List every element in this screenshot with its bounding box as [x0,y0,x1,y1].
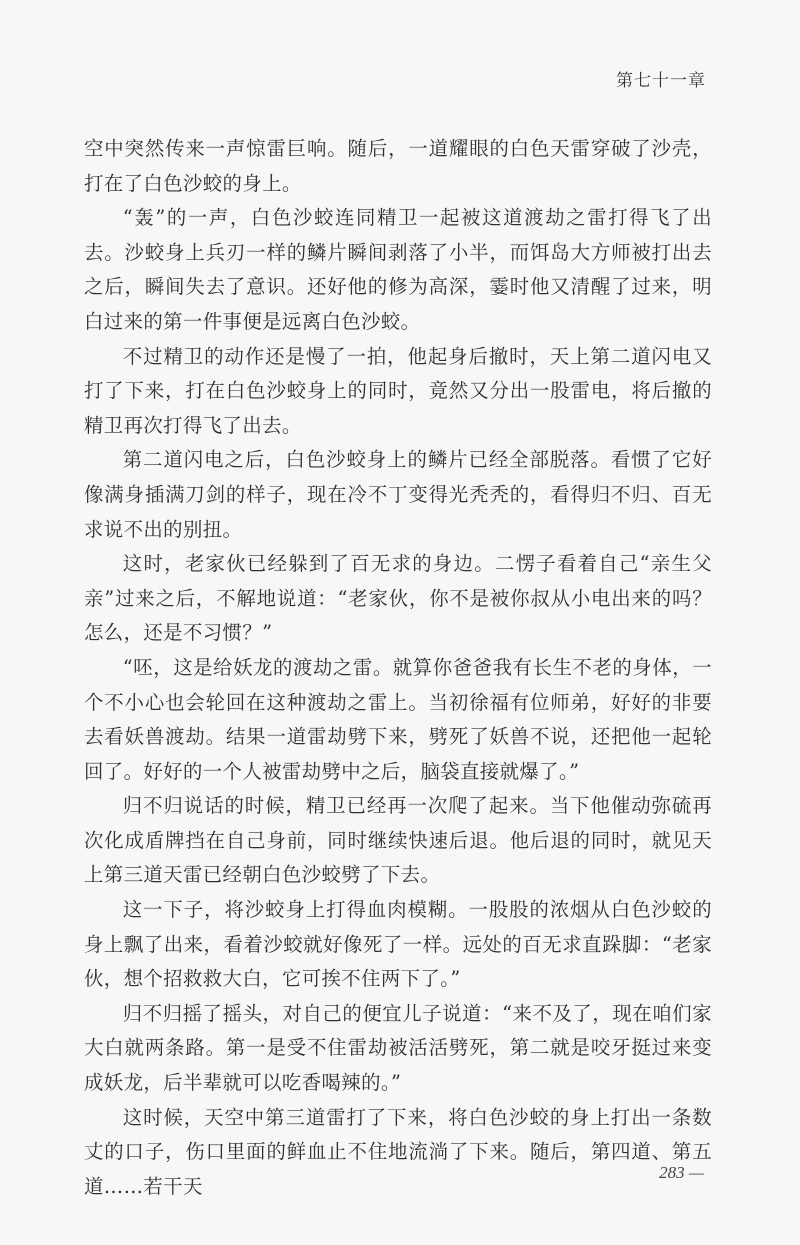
paragraph: 空中突然传来一声惊雷巨响。随后，一道耀眼的白色天雷穿破了沙壳，打在了白色沙蛟的身上。 [84,137,712,195]
chapter-title: 第七十一章 [616,71,706,91]
running-header [616,66,706,91]
paragraph: 归不归摇了摇头，对自己的便宜儿子说道：“来不及了，现在咱们家大白就两条路。第一是受不住雷劫被活活劈死，第二就是咬牙挺过来变成妖龙，后半辈就可以吃香喝辣的。” [84,1001,712,1095]
page-number: 283 — [659,1163,704,1182]
paragraph: 这时候，天空中第三道雷打了下来，将白色沙蛟的身上打出一条数丈的口子，伤口里面的鲜血止不住地流淌了下来。随后，第四道、第五道……若干天 [84,1105,712,1198]
paragraph: “轰”的一声，白色沙蛟连同精卫一起被这道渡劫之雷打得飞了出去。沙蛟身上兵刃一样的鳞片瞬间剥落了小半，而饵岛大方师被打出去之后，瞬间失去了意识。还好他的修为高深，霎时他又清醒了过来，明白过来的第一件事便是远离白色沙蛟。 [84,206,712,333]
paragraph: 这一下子，将沙蛟身上打得血肉模糊。一股股的浓烟从白色沙蛟的身上飘了出来，看着沙蛟就好像死了一样。远处的百无求直跺脚：“老家伙，想个招救救大白，它可挨不住两下了。” [84,898,712,991]
body-text [84,132,712,1204]
paragraph: 第二道闪电之后，白色沙蛟身上的鳞片已经全部脱落。看惯了它好像满身插满刀剑的样子，现在冷不丁变得光秃秃的，看得归不归、百无求说不出的别扭。 [84,448,712,541]
paragraph: 不过精卫的动作还是慢了一拍，他起身后撤时，天上第二道闪电又打了下来，打在白色沙蛟身上的同时，竟然又分出一股雷电，将后撤的精卫再次打得飞了出去。 [84,344,712,437]
paragraph: “呸，这是给妖龙的渡劫之雷。就算你爸爸我有长生不老的身体，一个不小心也会轮回在这种渡劫之雷上。当初徐福有位师弟，好好的非要去看妖兽渡劫。结果一道雷劫劈下来，劈死了妖兽不说，还把他一起轮回了。好好的一个人被雷劫劈中之后，脑袋直接就爆了。” [84,655,712,783]
paragraph: 归不归说话的时候，精卫已经再一次爬了起来。当下他催动弥硫再次化成盾牌挡在自己身前，同时继续快速后退。他后退的同时，就见天上第三道天雷已经朝白色沙蛟劈了下去。 [84,794,712,887]
paragraph: 这时，老家伙已经躲到了百无求的身边。二愣子看着自己“亲生父亲”过来之后，不解地说道：“老家伙，你不是被你叔从小电出来的吗？怎么，还是不习惯？” [84,552,712,645]
